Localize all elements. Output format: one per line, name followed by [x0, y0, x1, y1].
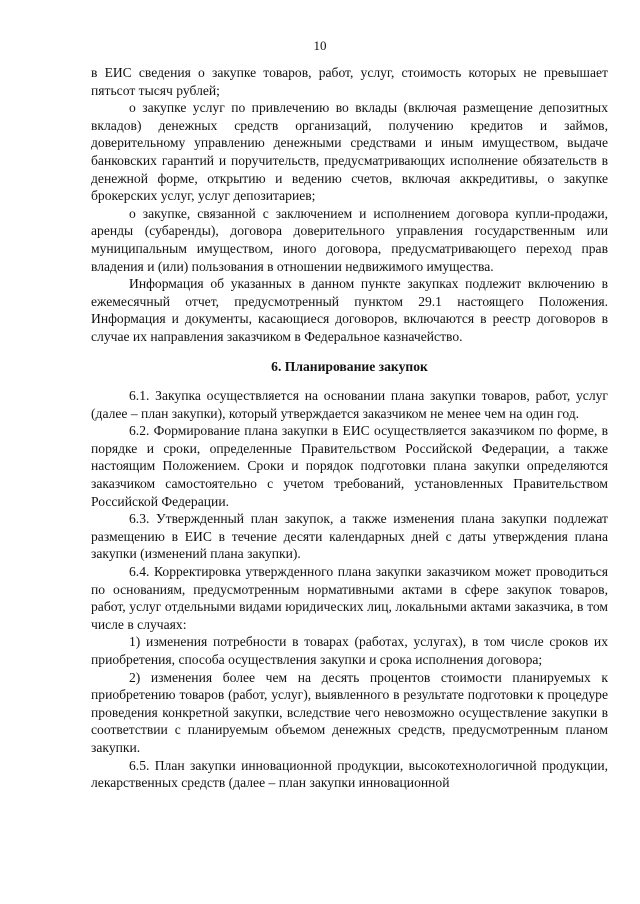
paragraph-6-1: 6.1. Закупка осуществляется на основании плана закупки товаров, работ, услуг (далее – план закупки), который утверждается заказчиком не менее чем на один год. [91, 388, 608, 421]
document-body [91, 64, 608, 792]
section-heading: 6. Планирование закупок [271, 358, 428, 374]
list-item-1: 1) изменения потребности в товарах (работах, услугах), в том числе сроков их приобретения, способа осуществления закупки и срока исполнения договора; [91, 634, 608, 667]
page-number: 10 [313, 38, 327, 53]
paragraph-6-2: 6.2. Формирование плана закупки в ЕИС осуществляется заказчиком по форме, в порядке и сроки, определенные Правительством Российской Федерации, а также настоящим Положением. Сроки и порядок подготовки плана закупки определяются заказчиком самостоятельно с учетом требований, установленных Правительством Российской Федерации. [91, 423, 608, 509]
paragraph-6-3: 6.3. Утвержденный план закупок, а также изменения плана закупки подлежат размещению в ЕИС в течение десяти календарных дней с даты утверждения плана закупки (изменений плана закупки). [91, 511, 608, 562]
list-item-2: 2) изменения более чем на десять процентов стоимости планируемых к приобретению товаров (работ, услуг), выявленного в результате подготовки к процедуре проведения конкретной закупки, вследствие чего невозможно осуществление закупки в соответствии с планируемым объемом денежных средств, предусмотренным планом закупки. [91, 669, 608, 755]
paragraph: о закупке услуг по привлечению во вклады (включая размещение депозитных вкладов) денежных средств организаций, получению кредитов и займов, доверительному управлению денежными средствами и иным имуществом, выдаче банковских гарантий и поручительств, предусматривающих исполнение обязательств в денежной форме, открытию и ведению счетов, включая аккредитивы, о закупке брокерских услуг, услуг депозитариев; [91, 100, 608, 204]
paragraph: в ЕИС сведения о закупке товаров, работ, услуг, стоимость которых не превышает пятьсот тысяч рублей; [91, 65, 608, 98]
paragraph: о закупке, связанной с заключением и исполнением договора купли-продажи, аренды (субаренды), договора доверительного управления государственным или муниципальным имуществом, иного договора, предусматривающего переход прав владения и (или) пользования в отношении недвижимого имущества. [91, 205, 608, 274]
paragraph-6-5: 6.5. План закупки инновационной продукции, высокотехнологичной продукции, лекарственных средств (далее – план закупки инновационной [91, 757, 608, 791]
paragraph: Информация об указанных в данном пункте закупках подлежит включению в ежемесячный отчет, предусмотренный пунктом 29.1 настоящего Положения. Информация и документы, касающиеся договоров, включаются в реестр договоров в случае их направления заказчиком в Федеральное казначейство. [91, 276, 608, 344]
paragraph-6-4: 6.4. Корректировка утвержденного плана закупки заказчиком может проводиться по основаниям, предусмотренным нормативными актами в сфере закупок товаров, работ, услуг отдельными видами юридических лиц, локальными актами заказчика, в том числе в случаях: [91, 564, 608, 632]
